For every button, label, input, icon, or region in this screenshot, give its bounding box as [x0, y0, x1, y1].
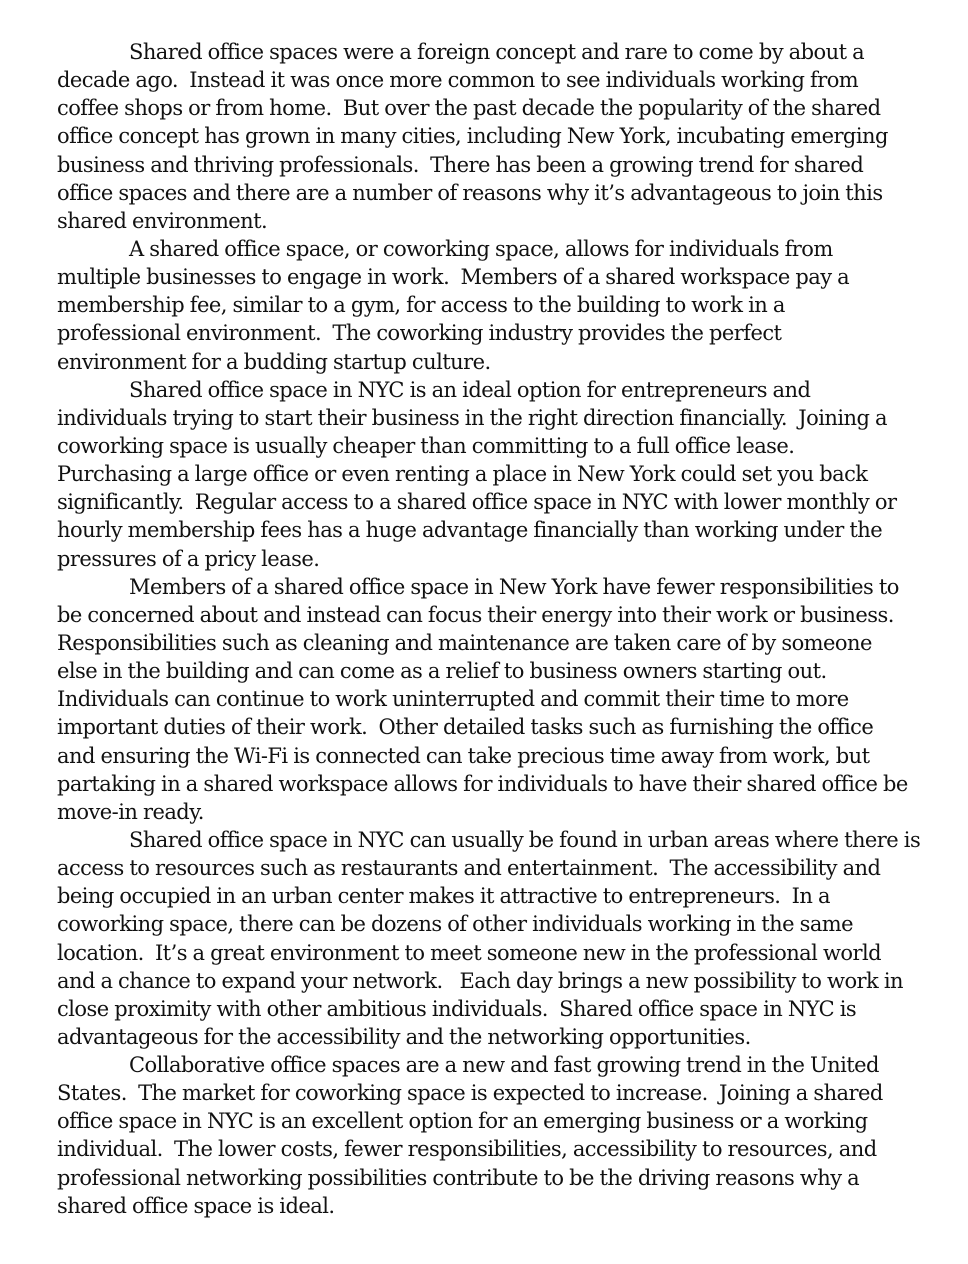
text-line: decade ago. Instead it was once more common to see individuals working from — [57, 68, 859, 93]
paragraph-3 — [57, 376, 927, 573]
text-line: Members of a shared office space in New York have fewer responsibilities to — [129, 574, 899, 599]
text-line: advantageous for the accessibility and the networking opportunities. — [57, 1024, 751, 1049]
text-line: close proximity with other ambitious individuals. Shared office space in NYC is — [57, 996, 857, 1021]
document-body — [57, 38, 927, 1220]
text-line: office space in NYC is an excellent option for an emerging business or a working — [57, 1109, 868, 1134]
text-line: individuals trying to start their business in the right direction financially. Joining a — [57, 405, 887, 430]
text-line: States. The market for coworking space is expected to increase. Joining a shared — [57, 1081, 883, 1106]
text-line: else in the building and can come as a relief to business owners starting out. — [57, 659, 827, 684]
text-line: multiple businesses to engage in work. Members of a shared workspace pay a — [57, 265, 850, 290]
text-line: membership fee, similar to a gym, for access to the building to work in a — [57, 293, 785, 318]
paragraph-5 — [57, 826, 927, 1051]
text-line: shared environment. — [57, 208, 268, 233]
text-line: and a chance to expand your network. Each day brings a new possibility to work in — [57, 968, 903, 993]
text-line: Shared office spaces were a foreign concept and rare to come by about a — [129, 40, 865, 64]
text-line: shared office space is ideal. — [57, 1193, 335, 1218]
text-line: individual. The lower costs, fewer responsibilities, accessibility to resources, and — [57, 1137, 877, 1162]
text-line: and ensuring the Wi-Fi is connected can take precious time away from work, but — [57, 743, 870, 768]
paragraph-4 — [57, 573, 927, 826]
text-line: professional environment. The coworking industry provides the perfect — [57, 321, 782, 346]
text-line: office concept has grown in many cities, including New York, incubating emerging — [57, 124, 888, 149]
text-line: office spaces and there are a number of reasons why it’s advantageous to join this — [57, 180, 883, 205]
text-line: coworking space, there can be dozens of other individuals working in the same — [57, 912, 854, 937]
text-line: move-in ready. — [57, 799, 204, 824]
text-line: important duties of their work. Other detailed tasks such as furnishing the office — [57, 715, 874, 740]
text-line: Purchasing a large office or even renting a place in New York could set you back — [57, 462, 868, 487]
paragraph-1 — [57, 38, 927, 235]
text-line: Individuals can continue to work uninterrupted and commit their time to more — [57, 687, 849, 712]
text-line: significantly. Regular access to a shared office space in NYC with lower monthly or — [57, 490, 897, 515]
text-line: business and thriving professionals. There has been a growing trend for shared — [57, 152, 864, 177]
text-line: location. It’s a great environment to meet someone new in the professional world — [57, 940, 882, 965]
text-line: be concerned about and instead can focus their energy into their work or business. — [57, 602, 894, 627]
paragraph-6 — [57, 1051, 927, 1220]
text-line: Responsibilities such as cleaning and maintenance are taken care of by someone — [57, 630, 872, 655]
text-line: environment for a budding startup culture. — [57, 349, 491, 374]
text-line: coworking space is usually cheaper than committing to a full office lease. — [57, 433, 795, 458]
text-line: access to resources such as restaurants and entertainment. The accessibility and — [57, 856, 881, 881]
text-line: being occupied in an urban center makes it attractive to entrepreneurs. In a — [57, 884, 831, 909]
text-line: hourly membership fees has a huge advantage financially than working under the — [57, 518, 883, 543]
text-line: coffee shops or from home. But over the past decade the popularity of the shared — [57, 96, 881, 121]
text-line: Collaborative office spaces are a new and fast growing trend in the United — [129, 1053, 879, 1078]
paragraph-2 — [57, 235, 927, 376]
text-line: pressures of a pricy lease. — [57, 546, 320, 571]
text-line: Shared office space in NYC is an ideal option for entrepreneurs and — [129, 377, 811, 402]
text-line: professional networking possibilities contribute to be the driving reasons why a — [57, 1165, 860, 1190]
text-line: Shared office space in NYC can usually be found in urban areas where there is — [129, 827, 921, 852]
text-line: A shared office space, or coworking space, allows for individuals from — [129, 236, 833, 261]
text-line: partaking in a shared workspace allows for individuals to have their shared office be — [57, 771, 908, 796]
